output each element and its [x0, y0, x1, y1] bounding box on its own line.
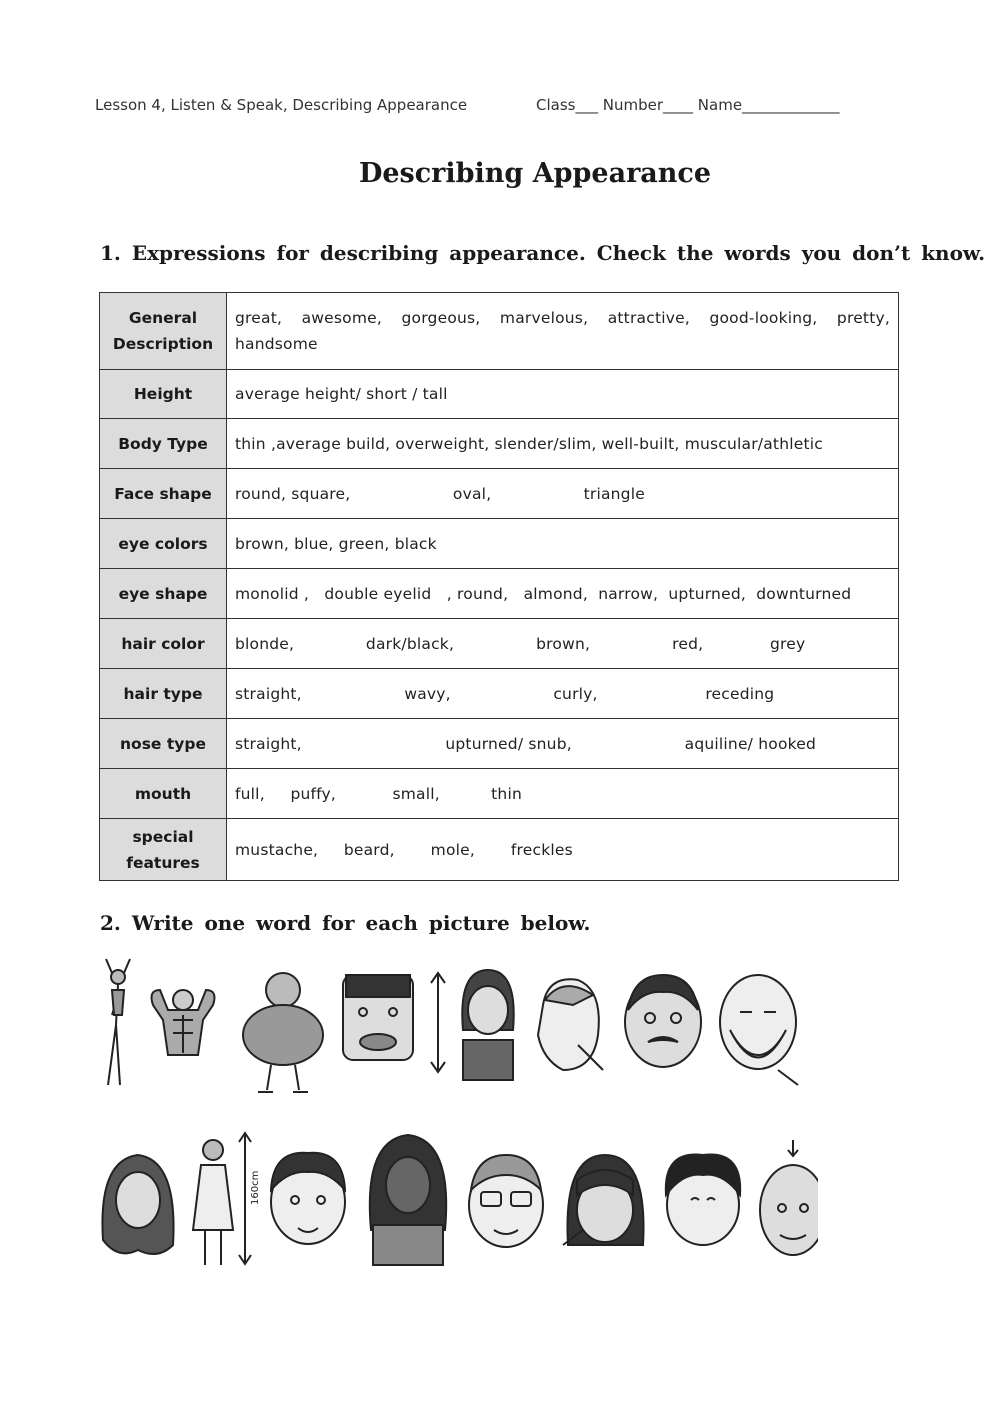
overweight-man-figure	[243, 973, 323, 1092]
picture-row-1	[98, 955, 818, 1095]
table-row	[100, 419, 899, 469]
height-arrow	[431, 973, 445, 1072]
category-cell: mouth	[100, 769, 227, 819]
category-cell: Height	[100, 370, 227, 419]
category-cell: hair type	[100, 669, 227, 719]
category-cell: eye colors	[100, 519, 227, 569]
height-marker	[239, 1133, 261, 1264]
table-row	[100, 719, 899, 769]
words-cell[interactable]: straight, wavy, curly, receding	[227, 669, 899, 719]
words-cell[interactable]: full, puffy, small, thin	[227, 769, 899, 819]
category-cell: eye shape	[100, 569, 227, 619]
category-cell: General Description	[100, 293, 227, 370]
category-cell: Body Type	[100, 419, 227, 469]
category-cell: nose type	[100, 719, 227, 769]
words-cell[interactable]: average height/ short / tall	[227, 370, 899, 419]
words-cell[interactable]: thin ,average build, overweight, slender/slim, well-built, muscular/athletic	[227, 419, 899, 469]
table-row	[100, 669, 899, 719]
section-2-heading: 2. Write one word for each picture below.	[100, 911, 591, 935]
bald-man-figure	[760, 1140, 818, 1255]
student-info	[536, 96, 840, 114]
words-cell[interactable]: mustache, beard, mole, freckles	[227, 819, 899, 881]
muscular-man-figure	[152, 990, 215, 1055]
height-marker-label: 160cm	[250, 1170, 261, 1205]
picture-row-2	[98, 1130, 818, 1270]
words-cell[interactable]: brown, blue, green, black	[227, 519, 899, 569]
bangs-girl-figure	[563, 1155, 644, 1245]
freckled-boy-figure	[271, 1153, 345, 1244]
words-cell[interactable]: monolid , double eyelid , round, almond, narrow, upturned, downturned	[227, 569, 899, 619]
class-field[interactable]: Class___	[536, 96, 598, 114]
table-row	[100, 769, 899, 819]
curly-hair-woman-figure	[370, 1135, 446, 1265]
lesson-label: Lesson 4, Listen & Speak, Describing Appearance	[95, 96, 468, 114]
table-row	[100, 293, 899, 370]
table-row	[100, 469, 899, 519]
picture-row-1-drawing	[98, 955, 818, 1095]
bearded-face-figure	[720, 975, 798, 1085]
category-cell: special features	[100, 819, 227, 881]
glasses-man-figure	[469, 1155, 543, 1247]
table-row	[100, 519, 899, 569]
name-field[interactable]: Name_____________	[697, 96, 840, 114]
table-row	[100, 370, 899, 419]
black-hair-boy-figure	[666, 1155, 740, 1246]
vocabulary-table	[99, 292, 899, 881]
picture-row-2-drawing	[98, 1130, 818, 1270]
table-row	[100, 569, 899, 619]
category-cell: Face shape	[100, 469, 227, 519]
section-1-heading: 1. Expressions for describing appearance. Check the words you don’t know.	[100, 241, 986, 265]
page-title: Describing Appearance	[358, 158, 712, 189]
worksheet-header	[95, 96, 840, 114]
tall-woman-figure	[193, 1140, 233, 1265]
category-cell: hair color	[100, 619, 227, 669]
words-cell[interactable]: great, awesome, gorgeous, marvelous, attractive, good-looking, pretty, handsome	[227, 293, 899, 370]
words-cell[interactable]: round, square, oval, triangle	[227, 469, 899, 519]
mustache-face-figure	[625, 975, 701, 1067]
long-hair-girl-figure	[462, 970, 513, 1080]
table-row	[100, 619, 899, 669]
table-row	[100, 819, 899, 881]
words-cell[interactable]: straight, upturned/ snub, aquiline/ hooked	[227, 719, 899, 769]
words-cell[interactable]: blonde, dark/black, brown, red, grey	[227, 619, 899, 669]
number-field[interactable]: Number____	[602, 96, 694, 114]
square-face-figure	[343, 975, 413, 1060]
profile-face-figure	[538, 979, 603, 1070]
thin-woman-figure	[106, 959, 130, 1085]
wavy-hair-woman-figure	[102, 1155, 173, 1254]
